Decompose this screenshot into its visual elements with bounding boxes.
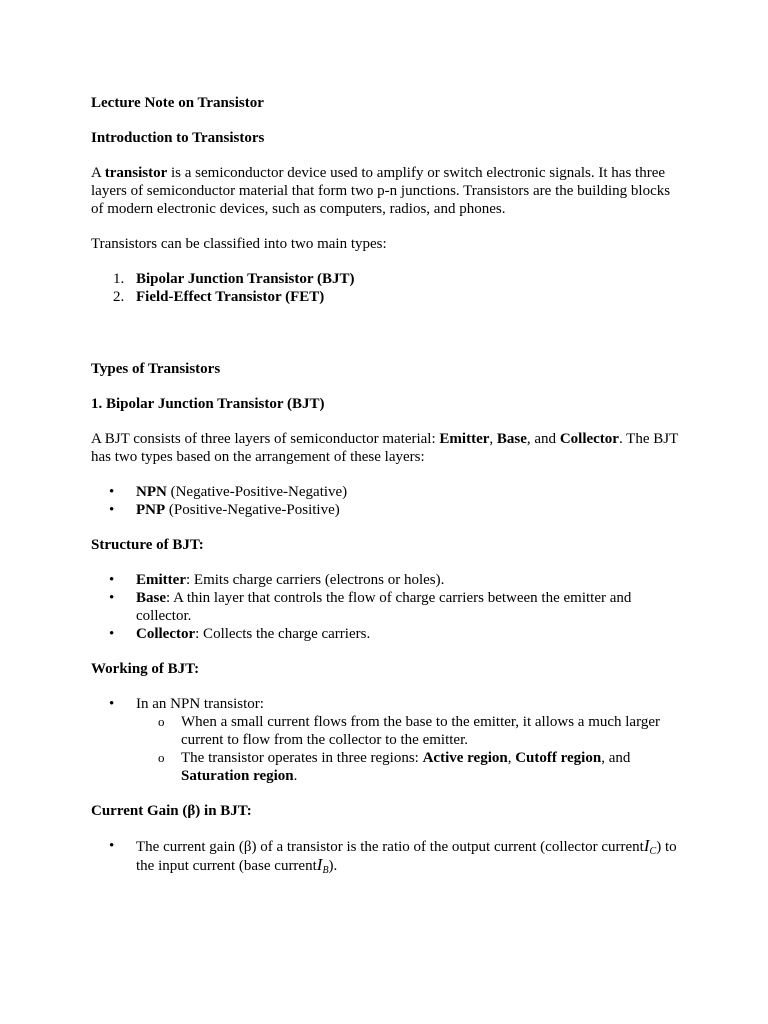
- structure-list: [91, 571, 681, 643]
- text-run: In an NPN transistor:: [136, 696, 264, 712]
- text-run: When a small current flows from the base to the emitter, it allows a much larger current to flow from the collector to the emitter.: [181, 714, 660, 748]
- bold-term: Emitter: [439, 431, 490, 447]
- math-subscript: B: [322, 865, 329, 876]
- circle-bullet-icon: o: [158, 714, 165, 729]
- gain-list: [91, 837, 681, 875]
- list-item-label: Bipolar Junction Transistor (BJT): [136, 271, 355, 287]
- bold-term: Emitter: [136, 572, 186, 588]
- bold-term: PNP: [136, 502, 166, 518]
- bullet-icon: •: [109, 572, 115, 588]
- text-run: (Negative-Positive-Negative): [166, 484, 348, 500]
- list-item: [91, 571, 681, 589]
- text-run: The current gain (β) of a transistor is the ratio of the output current (collector current: [136, 839, 644, 855]
- list-item: [91, 501, 681, 519]
- working-heading: Working of BJT:: [91, 661, 200, 677]
- math-letter: I: [643, 836, 650, 855]
- text-run: A BJT consists of three layers of semiconductor material:: [91, 431, 440, 447]
- bold-term: Collector: [136, 626, 196, 642]
- main-types-list: [91, 270, 681, 306]
- bjt-heading: 1. Bipolar Junction Transistor (BJT): [91, 396, 325, 412]
- bullet-icon: •: [109, 484, 115, 500]
- intro-bold-term: transistor: [104, 165, 168, 181]
- bold-term: NPN: [136, 484, 167, 500]
- circle-bullet-icon: o: [158, 750, 165, 765]
- bullet-icon: •: [109, 696, 115, 712]
- bold-term: Base: [496, 431, 527, 447]
- list-item: [91, 270, 681, 288]
- bold-term: Collector: [559, 431, 619, 447]
- bjt-paragraph: [91, 430, 681, 466]
- list-item: [91, 837, 681, 875]
- sublist-item: [91, 749, 681, 785]
- intro-post: is a semiconductor device used to amplify or switch electronic signals. It has three layers of semiconductor material that form two p-n junctions. Transistors are the building blocks of modern electronic devices, such as computers, radios, and phones.: [91, 165, 671, 217]
- intro-pre: A: [91, 165, 105, 181]
- list-item: [91, 483, 681, 501]
- text-run: ,: [507, 750, 516, 766]
- text-run: ) to the input current (base current: [136, 839, 677, 874]
- list-number: 2.: [113, 289, 125, 305]
- bold-term: Base: [136, 590, 166, 606]
- text-run: : Emits charge carriers (electrons or holes).: [185, 572, 445, 588]
- bjt-types-list: [91, 483, 681, 519]
- working-list: [91, 695, 681, 713]
- classify-text: Transistors can be classified into two main types:: [91, 236, 387, 252]
- text-run: The transistor operates in three regions:: [181, 750, 423, 766]
- text-run: , and: [601, 750, 631, 766]
- math-letter: I: [316, 855, 323, 874]
- bullet-icon: •: [109, 502, 115, 518]
- gain-heading: Current Gain (β) in BJT:: [91, 803, 252, 819]
- bullet-icon: •: [109, 626, 115, 642]
- document-title: Lecture Note on Transistor: [91, 95, 264, 111]
- base-current-symbol: [316, 855, 329, 876]
- text-run: ,: [489, 431, 497, 447]
- bullet-icon: •: [109, 838, 115, 854]
- types-heading: Types of Transistors: [91, 361, 221, 377]
- bold-term: Saturation region: [181, 768, 294, 784]
- list-item: [91, 288, 681, 306]
- text-run: (Positive-Negative-Positive): [165, 502, 340, 518]
- list-item-label: Field-Effect Transistor (FET): [136, 289, 325, 305]
- intro-heading: Introduction to Transistors: [91, 130, 265, 146]
- document-page: [91, 94, 681, 875]
- collector-current-symbol: [643, 836, 657, 857]
- intro-paragraph: [91, 164, 681, 218]
- bold-term: Active region: [422, 750, 508, 766]
- list-item: [91, 625, 681, 643]
- text-run: : A thin layer that controls the flow of charge carriers between the emitter and collector.: [136, 590, 632, 624]
- text-run: : Collects the charge carriers.: [195, 626, 371, 642]
- bold-term: Cutoff region: [515, 750, 602, 766]
- text-run: .: [293, 768, 298, 784]
- structure-heading: Structure of BJT:: [91, 537, 204, 553]
- text-run: , and: [526, 431, 560, 447]
- list-item: [91, 589, 681, 625]
- list-item: [91, 695, 681, 713]
- text-run: . The BJT has two types based on the arrangement of these layers:: [91, 431, 678, 465]
- sublist-item: [91, 713, 681, 749]
- bullet-icon: •: [109, 590, 115, 606]
- list-number: 1.: [113, 271, 125, 287]
- working-sublist: [91, 713, 681, 785]
- text-run: ).: [328, 858, 338, 874]
- math-subscript: C: [649, 846, 657, 857]
